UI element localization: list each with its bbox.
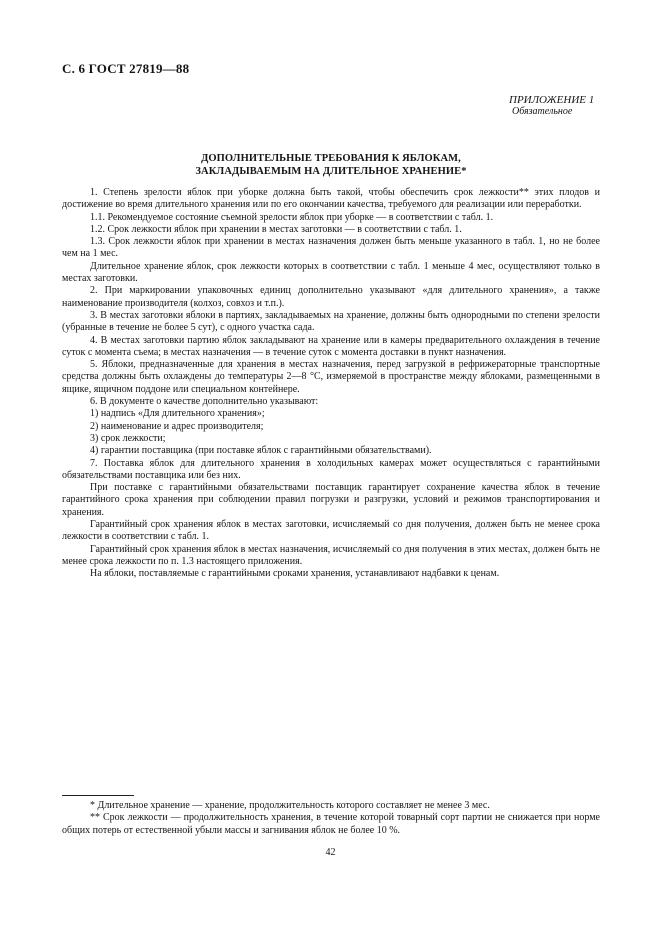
list-item: 3) срок лежкости; xyxy=(90,432,166,444)
body-text xyxy=(62,187,600,581)
paragraph: 1. Степень зрелости яблок при уборке должна быть такой, чтобы обеспечить срок лежкости** этих плодов и достижение во время длительного хранения или по его окончании качества, требуемого для реализации или переработки. xyxy=(62,187,600,211)
paragraph: На яблоки, поставляемые с гарантийными сроками хранения, устанавливают надбавки к ценам. xyxy=(90,568,500,580)
section-title xyxy=(62,152,600,178)
footnote: * Длительное хранение — хранение, продолжительность которого составляет не менее 3 мес. xyxy=(90,800,490,811)
paragraph: 1.1. Рекомендуемое состояние съемной зрелости яблок при уборке — в соответствии с табл. 1. xyxy=(90,211,494,223)
paragraph: Гарантийный срок хранения яблок в местах назначения, исчисляемый со дня получения в этих местах, должен быть не менее срока лежкости по п. 1.3 настоящего приложения. xyxy=(62,543,600,567)
footnotes xyxy=(62,800,600,837)
list-item: 2) наименование и адрес производителя; xyxy=(90,420,264,432)
footnote: ** Срок лежкости — продолжительность хранения, в течение которой товарный сорт партии не снижается при норме общих потерь от естественной убыли массы и загнивания яблок не более 10 %. xyxy=(62,812,600,836)
paragraph: 1.3. Срок лежкости яблок при хранении в местах назначения должен быть меньше указанного в табл. 1, но не более чем на 1 мес. xyxy=(62,236,600,260)
appendix-status: Обязательное xyxy=(512,106,573,117)
section-title-line-2: ЗАКЛАДЫВАЕМЫМ НА ДЛИТЕЛЬНОЕ ХРАНЕНИЕ* xyxy=(195,166,467,177)
paragraph: Длительное хранение яблок, срок лежкости которых в соответствии с табл. 1 меньше 4 мес, осуществляют только в местах заготовки. xyxy=(62,260,600,285)
paragraph: 2. При маркировании упаковочных единиц дополнительно указывают «для длительного хранения», а также наименование производителя (колхоз, совхоз и т.п.). xyxy=(62,285,600,309)
paragraph: При поставке с гарантийными обязательствами поставщик гарантирует сохранение качества яблок в течение гарантийного срока хранения при соблюдении правил погрузки и разгрузки, условий и режимов транспортирования и хранения. xyxy=(62,482,600,518)
appendix-label: ПРИЛОЖЕНИЕ 1 xyxy=(509,94,595,106)
paragraph: 4. В местах заготовки партию яблок закладывают на хранение или в камеры предварительного охлаждения в течение суток с момента съема; в местах назначения — в течение суток с момента доставки в пункт назначения. xyxy=(62,334,600,358)
paragraph: 3. В местах заготовки яблоки в партиях, закладываемых на хранение, должны быть однородными по степени зрелости (убранные в течение не более 5 сут), с одного участка сада. xyxy=(62,309,600,334)
footnote-separator xyxy=(62,795,134,796)
paragraph: 6. В документе о качестве дополнительно указывают: xyxy=(90,396,319,408)
appendix-label-block xyxy=(509,94,599,118)
section-title-line-1: ДОПОЛНИТЕЛЬНЫЕ ТРЕБОВАНИЯ К ЯБЛОКАМ, xyxy=(201,153,461,164)
list-item: 4) гарантии поставщика (при поставке яблок с гарантийными обязательствами). xyxy=(90,445,432,457)
list-item: 1) надпись «Для длительного хранения»; xyxy=(90,408,265,420)
paragraph: Гарантийный срок хранения яблок в местах заготовки, исчисляемый со дня получения, должен быть не менее срока лежкости в соответствии с табл. 1. xyxy=(62,519,600,543)
paragraph: 5. Яблоки, предназначенные для хранения в местах назначения, перед загрузкой в рефрижераторные транспортные средства должны быть охлаждены до температуры 2—8 °С, измеряемой в пространстве между яблоками, размещенными в ящике, ящичном поддоне или специальном контейнере. xyxy=(62,359,600,395)
paragraph: 7. Поставка яблок для длительного хранения в холодильных камерах может осуществляться с гарантийными обязательствами поставщика или без них. xyxy=(62,457,600,481)
page-number: 42 xyxy=(325,847,336,858)
document-header-id: С. 6 ГОСТ 27819—88 xyxy=(62,61,190,76)
paragraph: 1.2. Срок лежкости яблок при хранении в местах заготовки — в соответствии с табл. 1. xyxy=(90,223,462,235)
